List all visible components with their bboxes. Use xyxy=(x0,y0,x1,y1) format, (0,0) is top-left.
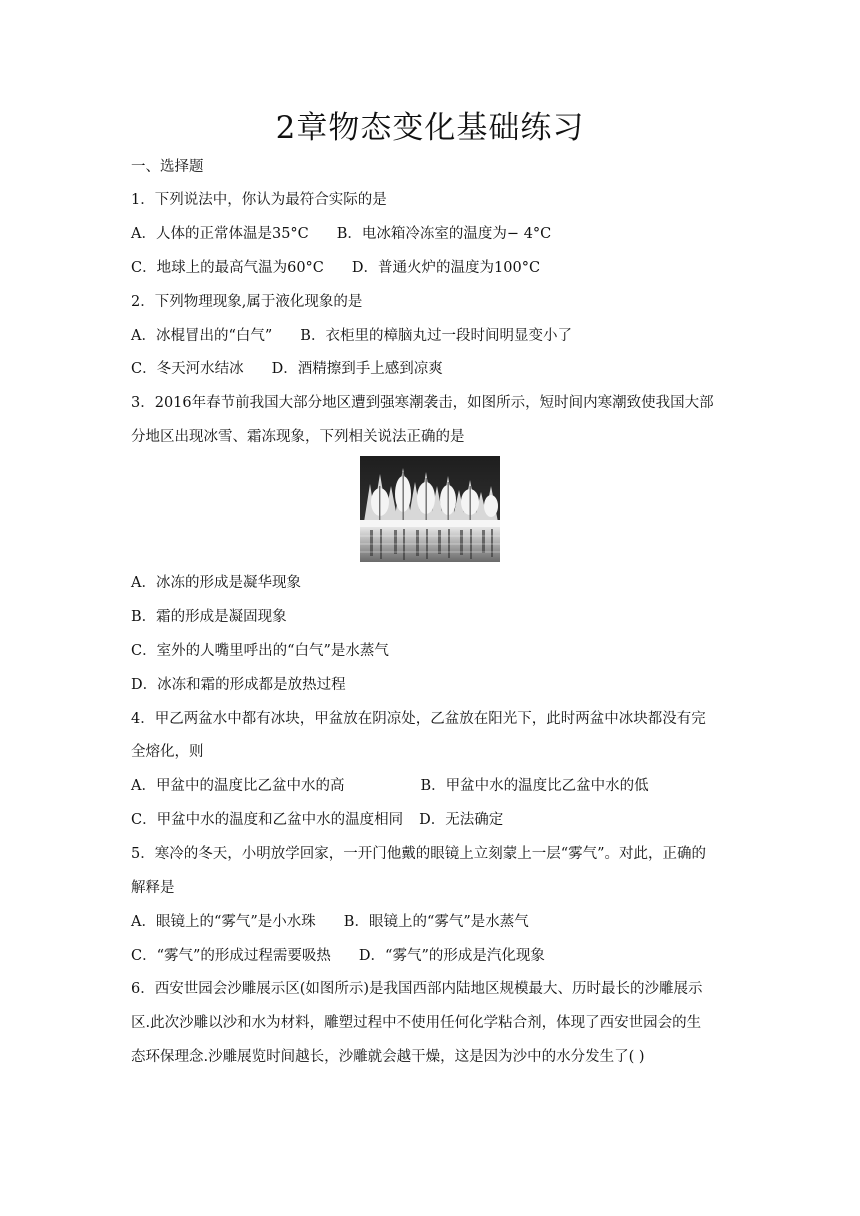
q1-options-row1 xyxy=(131,224,551,244)
q1-option-a: A．人体的正常体温是35°C xyxy=(131,226,309,242)
q1-option-c: C．地球上的最高气温为60°C xyxy=(131,260,324,276)
q2-option-a: A．冰棍冒出的“白气” xyxy=(131,328,273,344)
q2-options-row1 xyxy=(131,326,572,346)
q4-options-row2 xyxy=(131,810,503,830)
q2-stem: 2．下列物理现象,属于液化现象的是 xyxy=(131,294,363,310)
q6-stem-line2: 区.此次沙雕以沙和水为材料，雕塑过程中不使用任何化学粘合剂，体现了西安世园会的生 xyxy=(131,1015,702,1031)
q5-options-row1 xyxy=(131,912,529,932)
q2-options-row2 xyxy=(131,359,443,379)
q6-stem-line3: 态环保理念.沙雕展览时间越长，沙雕就会越干燥，这是因为沙中的水分发生了( ) xyxy=(131,1049,645,1065)
q5-stem-line1: 5．寒冷的冬天，小明放学回家，一开门他戴的眼镜上立刻蒙上一层“雾气”。对此，正确的 xyxy=(131,846,707,862)
q1-option-b: B．电冰箱冷冻室的温度为− 4°C xyxy=(336,226,552,242)
q5-option-a: A．眼镜上的“雾气”是小水珠 xyxy=(131,914,316,930)
q3-stem-line2: 分地区出现冰雪、霜冻现象，下列相关说法正确的是 xyxy=(131,429,465,445)
q3-option-b: B．霜的形成是凝固现象 xyxy=(131,609,287,625)
q4-options-row1 xyxy=(131,776,649,796)
q3-stem-line1: 3．2016年春节前我国大部分地区遭到强寒潮袭击，如图所示，短时间内寒潮致使我国大部 xyxy=(131,395,714,411)
q1-option-d: D．普通火炉的温度为100°C xyxy=(351,260,541,276)
q2-option-d: D．酒精擦到手上感到凉爽 xyxy=(271,361,443,377)
q1-options-row2 xyxy=(131,258,540,278)
q2-option-c: C．冬天河水结冰 xyxy=(131,361,244,377)
q3-option-c: C．室外的人嘴里呼出的“白气”是水蒸气 xyxy=(131,643,389,659)
q4-option-c: C．甲盆中水的温度和乙盆中水的温度相同 xyxy=(131,812,404,828)
q4-option-d: D．无法确定 xyxy=(419,812,504,828)
q5-option-b: B．眼镜上的“雾气”是水蒸气 xyxy=(343,914,529,930)
q5-options-row2 xyxy=(131,946,545,966)
q4-stem-line1: 4．甲乙两盆水中都有冰块，甲盆放在阴凉处，乙盆放在阳光下，此时两盆中冰块都没有完 xyxy=(131,711,706,727)
q5-option-d: D．“雾气”的形成是汽化现象 xyxy=(358,948,545,964)
section-heading: 一、选择题 xyxy=(131,159,204,175)
q1-stem: 1．下列说法中，你认为最符合实际的是 xyxy=(131,192,387,208)
q3-option-a: A．冰冻的形成是凝华现象 xyxy=(131,575,301,591)
q4-stem-line2: 全熔化，则 xyxy=(131,744,204,760)
frost-forest-photo xyxy=(360,456,500,562)
q6-stem-line1: 6．西安世园会沙雕展示区(如图所示)是我国西部内陆地区规模最大、历时最长的沙雕展示 xyxy=(131,981,703,997)
q3-option-d: D．冰冻和霜的形成都是放热过程 xyxy=(131,677,346,693)
q5-stem-line2: 解释是 xyxy=(131,880,175,896)
q4-option-b: B．甲盆中水的温度比乙盆中水的低 xyxy=(420,778,649,794)
page-title: 2章物态变化基础练习 xyxy=(275,110,585,146)
q4-option-a: A．甲盆中的温度比乙盆中水的高 xyxy=(131,778,345,794)
q2-option-b: B．衣柜里的樟脑丸过一段时间明显变小了 xyxy=(300,328,572,344)
q5-option-c: C．“雾气”的形成过程需要吸热 xyxy=(131,948,331,964)
